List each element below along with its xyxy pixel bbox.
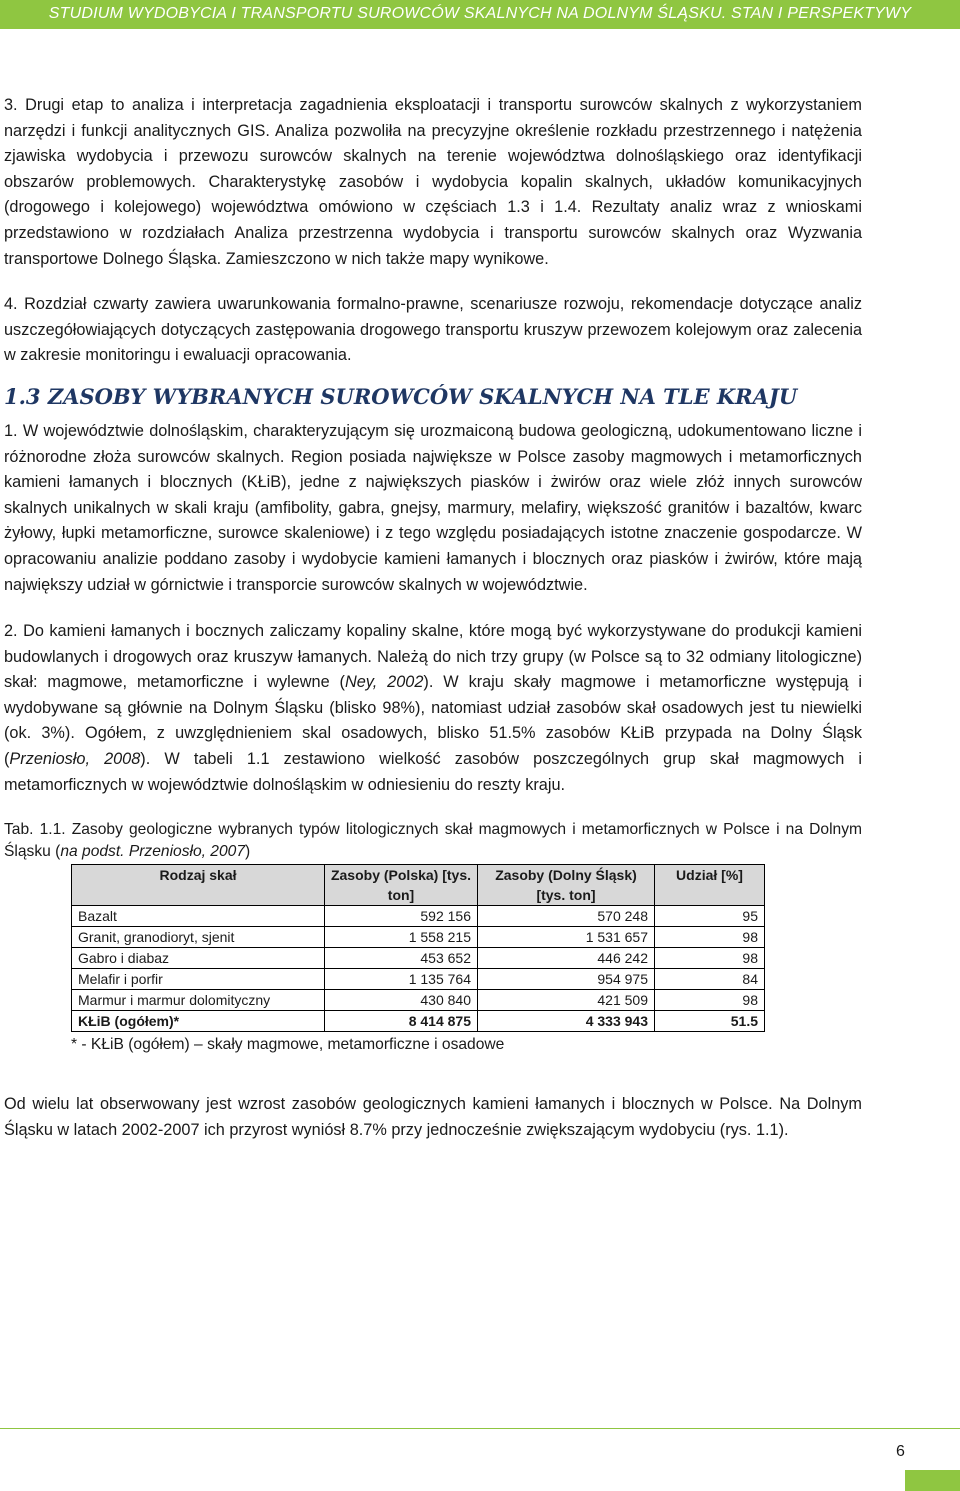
table-cell: 570 248	[478, 906, 655, 927]
table-cell: 592 156	[325, 906, 478, 927]
table-header-cell: Zasoby (Polska) [tys. ton]	[325, 865, 478, 906]
table-row	[72, 969, 765, 990]
table-cell: 98	[655, 927, 765, 948]
table-cell: 421 509	[478, 990, 655, 1011]
table-cell: 84	[655, 969, 765, 990]
table-cell: 98	[655, 948, 765, 969]
table-cell: 446 242	[478, 948, 655, 969]
table-cell: 8 414 875	[325, 1011, 478, 1032]
citation: Ney, 2002	[344, 673, 424, 692]
section-paragraph-1: 1. W województwie dolnośląskim, charakteryzującym się urozmaiconą budowa geologiczną, udokumentowano liczne i różnorodne złoża surowców skalnych. Region posiada największe w Polsce zasoby magmowych i metamorficznych kamieni łamanych i blocznych (KŁiB), jedne z największych piasków i żwirów oraz wiele złóż innych surowców skalnych unikalnych w skali kraju (amfibolity, gabra, gnejsy, marmury, melafiry, większość granitów i bazaltów, kwarc żyłowy, łupki metamorficzne, surowce skaleniowe) i z tego względu posiadających istotne znaczenie gospodarcze. W opracowaniu analizie poddano zasoby i wydobycie kamieni łamanych i blocznych oraz piasków i żwirów, które mają największy udział w górnictwie i transporcie surowców skalnych w województwie.	[4, 421, 862, 594]
caption-text: Tab. 1.1. Zasoby geologiczne wybranych typów litologicznych skał magmowych i metamorficznych w Polsce i na Dolnym Śląsku (	[4, 821, 862, 861]
table-header-cell: Udział [%]	[655, 865, 765, 906]
table-cell: 95	[655, 906, 765, 927]
paragraph-text: ). W kraju skały magmowe i metamorficzne występują i wydobywane są głównie na Dolnym Śląsku (blisko 98%), natomiast udział zasobów skał osadowych jest tu niewielki (ok. 3%). Ogółem, z uwzględnieniem skal osadowych, blisko 51.5% zasobów KŁiB przypada na Dolny Śląsk (	[4, 673, 863, 769]
table-cell: Granit, granodioryt, sjenit	[72, 927, 325, 948]
header-band	[0, 0, 960, 29]
table-total-row	[72, 1011, 765, 1032]
table-cell: 4 333 943	[478, 1011, 655, 1032]
table-caption	[4, 819, 862, 863]
paragraph-3: 3. Drugi etap to analiza i interpretacja zagadnienia eksploatacji i transportu surowców skalnych z wykorzystaniem narzędzi i funkcji analitycznych GIS. Analiza pozwoliła na precyzyjne określenie rozkładu przestrzennego i natężenia zjawiska wydobycia i przewozu surowców skalnych na terenie województwa dolnośląskiego oraz identyfikacji obszarów problemowych. Charakterystykę zasobów i wydobycia kopalin skalnych, układów komunikacyjnych (drogowego i kolejowego) województwa omówiono w częściach 1.3 i 1.4. Rezultaty analiz wraz z wnioskami przedstawiono w rozdziałach Analiza przestrzenna wydobycia i transportu surowców skalnych oraz Wyzwania transportowe Dolnego Śląska. Zamieszczono w nich także mapy wynikowe.	[4, 96, 862, 268]
caption-citation: na podst. Przeniosło, 2007	[60, 843, 245, 861]
table-cell: 430 840	[325, 990, 478, 1011]
table-cell: 1 531 657	[478, 927, 655, 948]
paragraph-4: 4. Rozdział czwarty zawiera uwarunkowania formalno-prawne, scenariusze rozwoju, rekomendacje dotyczące analiz uszczegółowiających dotyczących zastępowania drogowego transportu kruszyw przewozem kolejowym oraz zalecenia w zakresie monitoringu i ewaluacji opracowania.	[4, 295, 862, 365]
running-header-title: STUDIUM WYDOBYCIA I TRANSPORTU SUROWCÓW SKALNYCH NA DOLNYM ŚLĄSKU. STAN I PERSPEKTYWY	[48, 5, 912, 22]
table-cell: 1 558 215	[325, 927, 478, 948]
closing-paragraph: Od wielu lat obserwowany jest wzrost zasobów geologicznych kamieni łamanych i blocznych w Polsce. Na Dolnym Śląsku w latach 2002-2007 ich przyrost wyniósł 8.7% przy jednocześnie zwiększającym wydobyciu (rys. 1.1).	[4, 1095, 862, 1139]
table-footnote: * - KŁiB (ogółem) – skały magmowe, metamorficzne i osadowe	[71, 1036, 505, 1054]
page-content	[4, 93, 862, 1143]
table-cell: Melafir i porfir	[72, 969, 325, 990]
table-row	[72, 948, 765, 969]
section-heading: 1.3 ZASOBY WYBRANYCH SUROWCÓW SKALNYCH NA TLE KRAJU	[4, 383, 798, 409]
table-row	[72, 927, 765, 948]
table-cell: 51.5	[655, 1011, 765, 1032]
table-row	[72, 990, 765, 1011]
reserves-table	[71, 864, 765, 1032]
page-number: 6	[896, 1443, 905, 1460]
paragraph-text: 2. Do kamieni łamanych i bocznych zaliczamy kopaliny skalne, które mogą być wykorzystywane do produkcji kamieni budowlanych i drogowych oraz kruszyw łamanych. Należą do nich trzy grupy (w Polsce są to 32 odmiany litologiczne) skał: magmowe, metamorficzne i wylewne (	[4, 622, 862, 692]
paragraph-text: ). W tabeli 1.1 zestawiono wielkość zasobów poszczególnych grup skał magmowych i metamorficznych w województwie dolnośląskim w odniesieniu do reszty kraju.	[4, 750, 862, 794]
citation: Przeniosło, 2008	[9, 750, 141, 769]
table-cell: 453 652	[325, 948, 478, 969]
table-cell: 98	[655, 990, 765, 1011]
page-number-accent	[905, 1470, 960, 1491]
table-cell: 1 135 764	[325, 969, 478, 990]
section-paragraph-2	[4, 619, 862, 798]
table-header-row	[72, 865, 765, 906]
caption-text: )	[245, 843, 251, 861]
table-cell: 954 975	[478, 969, 655, 990]
table-cell: Marmur i marmur dolomityczny	[72, 990, 325, 1011]
table-cell: KŁiB (ogółem)*	[72, 1011, 325, 1032]
table-header-cell: Rodzaj skał	[72, 865, 325, 906]
table-cell: Bazalt	[72, 906, 325, 927]
footer-rule	[0, 1428, 960, 1429]
table-row	[72, 906, 765, 927]
table-cell: Gabro i diabaz	[72, 948, 325, 969]
table-header-cell: Zasoby (Dolny Śląsk) [tys. ton]	[478, 865, 655, 906]
